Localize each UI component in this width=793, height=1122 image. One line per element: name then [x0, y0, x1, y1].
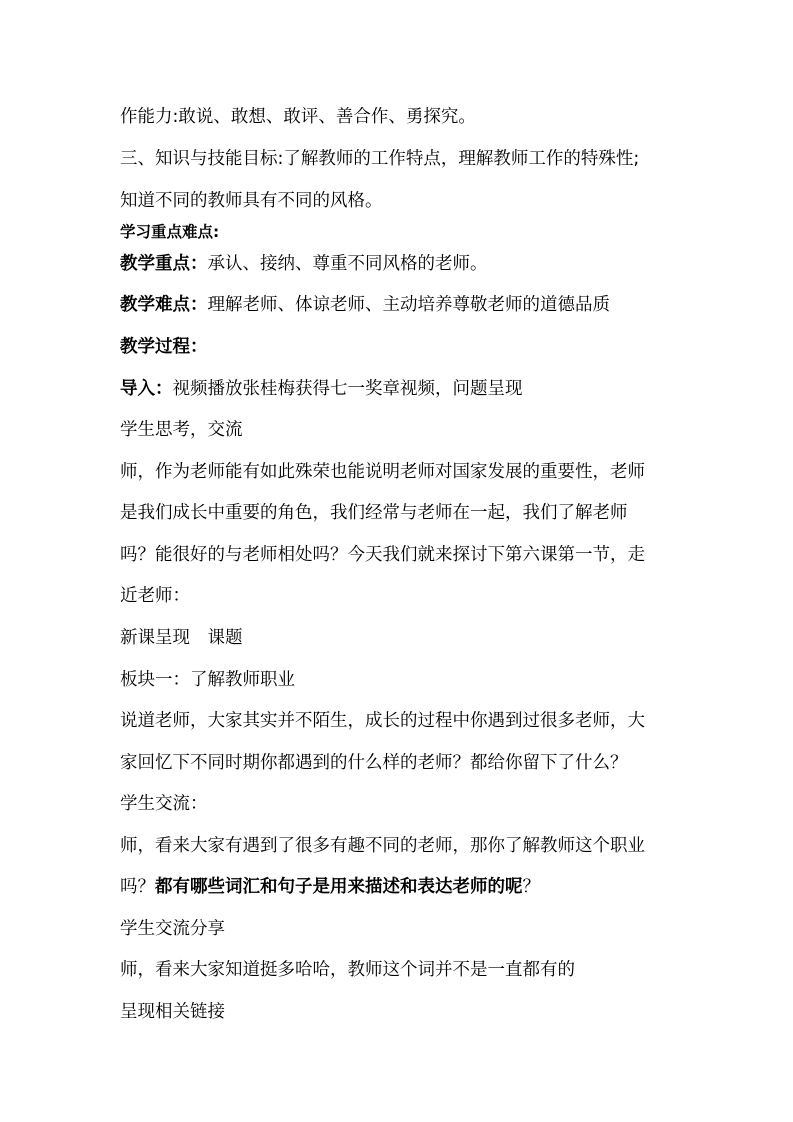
- text-line-19: [120, 835, 645, 857]
- text-line-23: [120, 1001, 225, 1023]
- text-line-14: [120, 627, 243, 649]
- line-text: 承认、接纳、尊重不同风格的老师。: [207, 254, 488, 274]
- line-text: 吗？: [120, 877, 155, 897]
- line-text: 学生交流分享: [120, 919, 225, 939]
- line-text: 家回忆下不同时期你都遇到的什么样的老师？都给你留下了什么？: [120, 753, 628, 773]
- text-line-1: [120, 106, 476, 128]
- text-line-teaching-process: [120, 336, 208, 358]
- text-line-introduction: [120, 378, 523, 400]
- heading-text: 学习重点难点:: [120, 223, 220, 241]
- line-bold-text: 都有哪些词汇和句子是用来描述和表达老师的呢: [155, 877, 523, 897]
- line-tail: ？: [522, 877, 540, 897]
- line-text: 是我们成长中重要的角色，我们经常与老师在一起，我们了解老师: [120, 503, 628, 523]
- line-text: 近老师：: [120, 586, 190, 606]
- line-text: 三、知识与技能目标:了解教师的工作特点，理解教师工作的特殊性;: [120, 149, 640, 169]
- text-line-12: [120, 544, 645, 566]
- line-heading: 教学难点：: [120, 295, 208, 315]
- text-line-18: [120, 793, 208, 815]
- text-line-16: [120, 710, 645, 732]
- text-line-20: [120, 876, 540, 898]
- text-line-11: [120, 502, 628, 524]
- text-line-2: [120, 148, 639, 170]
- text-line-13: [120, 585, 190, 607]
- line-heading: 导入：: [120, 379, 173, 399]
- line-heading: 教学过程：: [120, 337, 208, 357]
- text-line-3: [120, 190, 383, 212]
- line-text: 师，看来大家知道挺多哈哈，教师这个词并不是一直都有的: [120, 960, 575, 980]
- text-line-21: [120, 918, 225, 940]
- text-line-17: [120, 752, 628, 774]
- text-line-teaching-difficulty: [120, 294, 610, 316]
- line-text: 知道不同的教师具有不同的风格。: [120, 191, 383, 211]
- line-text: 吗？能很好的与老师相处吗？今天我们就来探讨下第六课第一节，走: [120, 545, 645, 565]
- text-line-15: [120, 669, 295, 691]
- line-text: 新课呈现 课题: [120, 628, 243, 648]
- line-text: 学生思考，交流: [120, 420, 243, 440]
- line-text: 作能力:敢说、敢想、敢评、善合作、勇探究。: [120, 107, 476, 127]
- line-text: 呈现相关链接: [120, 1002, 225, 1022]
- line-text: 师，作为老师能有如此殊荣也能说明老师对国家发展的重要性，老师: [120, 462, 645, 482]
- line-text: 视频播放张桂梅获得七一奖章视频，问题呈现: [172, 379, 523, 399]
- line-heading: 教学重点：: [120, 254, 208, 274]
- line-text: 说道老师，大家其实并不陌生，成长的过程中你遇到过很多老师，大: [120, 711, 645, 731]
- line-text: 学生交流：: [120, 794, 208, 814]
- section-heading-key-points: [120, 221, 219, 243]
- text-line-teaching-focus: [120, 253, 488, 275]
- line-text: 理解老师、体谅老师、主动培养尊敬老师的道德品质: [207, 295, 610, 315]
- line-text: 师，看来大家有遇到了很多有趣不同的老师，那你了解教师这个职业: [120, 836, 645, 856]
- text-line-10: [120, 461, 645, 483]
- text-line-22: [120, 959, 575, 981]
- line-text: 板块一：了解教师职业: [120, 670, 295, 690]
- text-line-9: [120, 419, 243, 441]
